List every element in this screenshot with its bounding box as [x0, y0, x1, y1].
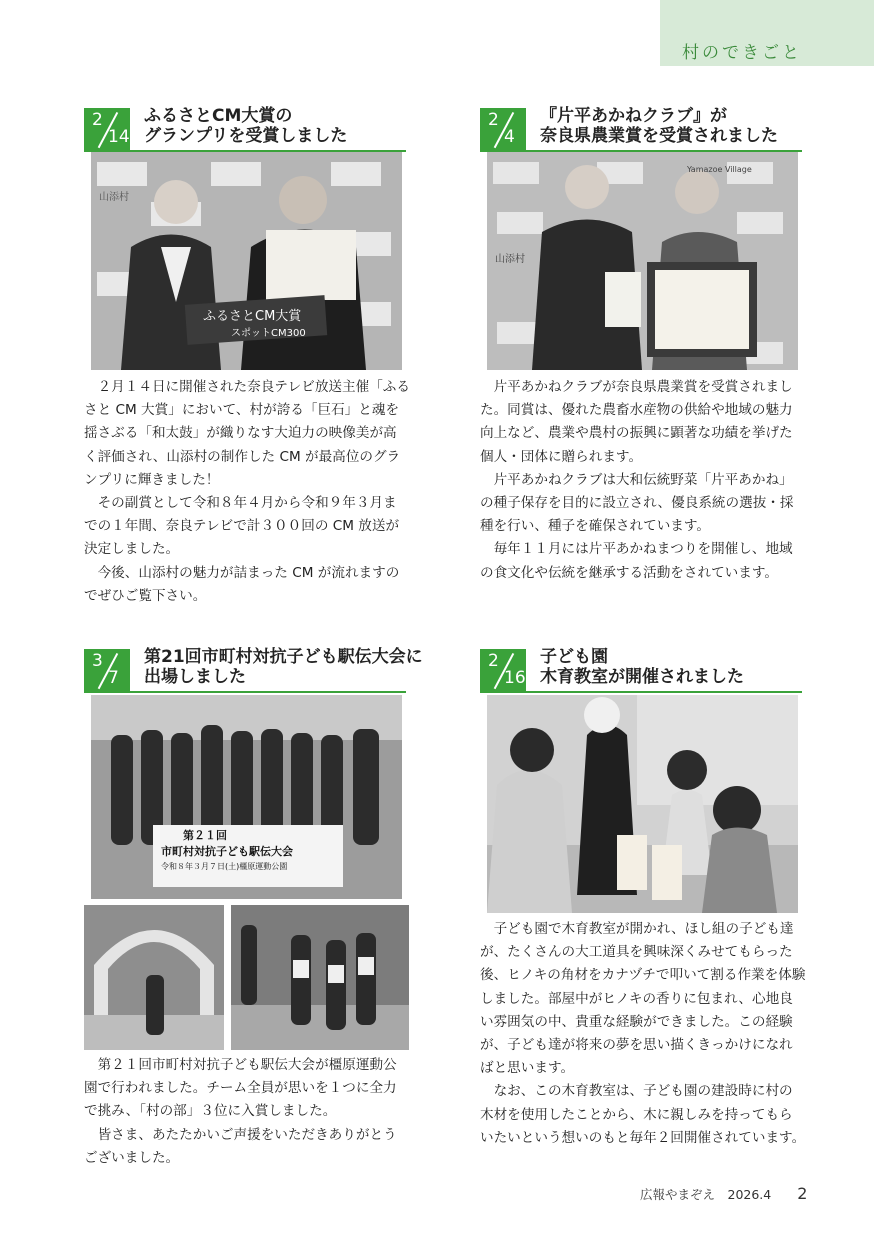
paragraph: なお、この木育教室は、子ども園の建設時に村の木材を使用したことから、木に親しみを持ってもらいたいという想いのもと毎年２回開催されています。: [480, 1083, 806, 1146]
photo-sign-text-1: ふるさとCM大賞: [203, 309, 302, 324]
paragraph: 子ども園で木育教室が開かれ、ほし組の子ども達が、たくさんの大工道具を興味深くみせてもらった後、ヒノキの角材をカナヅチで叩いて割る作業を体験しました。部屋中がヒノキの香りに包まれ、心地良い雰囲気の中、貴重な経験ができました。この経験が、子ども達が将来の夢を思い描くきっかけになればと思います。: [480, 921, 806, 1077]
title-line-1: 『片平あかねクラブ』が: [540, 106, 727, 126]
section-tab: [660, 0, 874, 66]
date-badge: [480, 108, 526, 150]
article-agri-award: [480, 104, 802, 152]
paragraph: 皆さま、あたたかいご声援をいただきありがとうございました。: [84, 1126, 397, 1166]
paragraph: 今後、山添村の魅力が詰まった CM が流れますのでぜひご覧下さい。: [84, 564, 400, 604]
photo-ekiden-finish: [84, 905, 224, 1050]
article-body: [84, 1054, 410, 1170]
article-title: [540, 106, 778, 146]
title-line-2: 木育教室が開催されました: [540, 667, 744, 687]
article-header: [480, 104, 802, 152]
article-cm-award: [84, 104, 406, 152]
photo-sign-text-2: 市町村対抗子ども駅伝大会: [161, 845, 293, 858]
photo-wood-class: [487, 695, 798, 913]
date-month: 3: [92, 651, 103, 671]
article-title: [144, 106, 347, 146]
paragraph: 第２１回市町村対抗子ども駅伝大会が橿原運動公園で行われました。チーム全員が思いを１つに全力で挑み、「村の部」３位に入賞しました。: [84, 1057, 397, 1120]
paragraph: その副賞として令和８年４月から令和９年３月までの１年間、奈良テレビで計３００回の CM 放送が決定しました。: [84, 495, 400, 558]
photo-sign-text-2: スポットCM300: [231, 328, 306, 339]
date-day: 4: [504, 127, 515, 147]
photo-agri-award: [487, 152, 798, 370]
article-ekiden: [84, 645, 423, 693]
date-badge: [84, 649, 130, 691]
title-line-1: 子ども園: [540, 647, 608, 667]
photo-sign-text-3: 令和８年３月７日(土)橿原運動公園: [161, 862, 288, 871]
article-title: [540, 647, 744, 687]
article-body: [480, 918, 806, 1150]
page-number: 2: [797, 1184, 808, 1203]
photo-sign-text-1: 第２１回: [183, 829, 227, 842]
paragraph: 片平あかねクラブが奈良県農業賞を受賞されました。同賞は、優れた農畜水産物の供給や地域の魅力向上など、農業や農村の振興に顕著な功績を挙げた個人・団体に贈られます。: [480, 379, 793, 465]
date-month: 2: [488, 651, 499, 671]
title-line-2: 出場しました: [144, 667, 246, 687]
photo-backdrop-text: 山添村: [99, 192, 129, 203]
photo-ekiden-team: [91, 695, 402, 899]
title-line-2: 奈良県農業賞を受賞されました: [540, 126, 778, 146]
photo-backdrop-text: 山添村: [495, 254, 525, 265]
date-badge: [480, 649, 526, 691]
article-header: [480, 645, 802, 693]
date-month: 2: [488, 110, 499, 130]
publication-name: 広報やまぞえ 2026.4: [640, 1187, 772, 1202]
article-body: [480, 376, 806, 585]
title-line-1: ふるさとCM大賞の: [144, 106, 293, 126]
title-line-2: グランプリを受賞しました: [144, 126, 348, 146]
photo-cm-award: [91, 152, 402, 370]
article-header: [84, 645, 423, 693]
section-label: 村のできごと: [682, 43, 802, 63]
date-day: 14: [108, 127, 130, 147]
article-body: [84, 376, 410, 608]
paragraph: 毎年１１月には片平あかねまつりを開催し、地域の食文化や伝統を継承する活動をされています。: [480, 541, 793, 581]
photo-ekiden-run: [231, 905, 409, 1050]
date-badge: [84, 108, 130, 150]
paragraph: 片平あかねクラブは大和伝統野菜「片平あかね」の種子保存を目的に設立され、優良系統の選抜・採種を行い、種子を確保されています。: [480, 471, 794, 535]
title-line-1: 第21回市町村対抗子ども駅伝大会に: [144, 647, 423, 667]
article-wood-class: [480, 645, 802, 693]
date-day: 16: [504, 668, 526, 688]
photo-backdrop-text-2: Yamazoe Village: [687, 165, 752, 174]
paragraph: ２月１４日に開催された奈良テレビ放送主催「ふるさと CM 大賞」において、村が誇る「巨石」と魂を揺さぶる「和太鼓」が織りなす大迫力の映像美が高く評価され、山添村の制作した CM が最高位のグランプリに輝きました！: [84, 379, 410, 488]
article-title: [144, 647, 423, 687]
page-footer: [640, 1184, 807, 1203]
date-day: 7: [108, 668, 119, 688]
article-header: [84, 104, 406, 152]
date-month: 2: [92, 110, 103, 130]
